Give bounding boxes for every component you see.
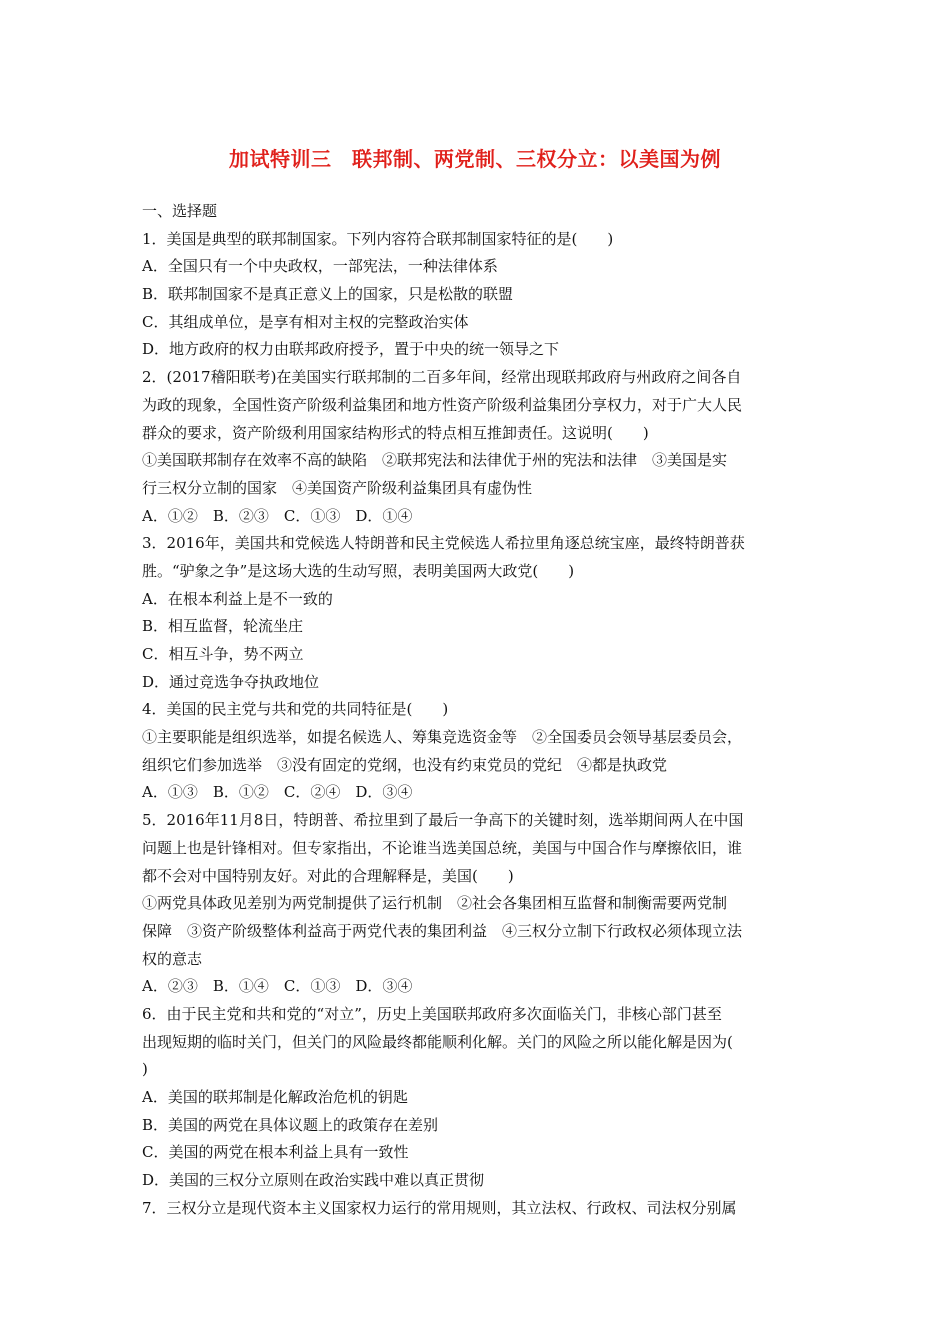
text-line: A．①③ B．①② C．②④ D．③④ — [142, 783, 413, 802]
question-content — [142, 198, 814, 1222]
text-line: 3．2016年，美国共和党候选人特朗普和民主党候选人希拉里角逐总统宝座，最终特朗普获 — [142, 534, 745, 553]
text-line: ①主要职能是组织选举，如提名候选人、筹集竞选资金等 ②全国委员会领导基层委员会， — [142, 728, 743, 747]
text-line: 保障 ③资产阶级整体利益高于两党代表的集团利益 ④三权分立制下行政权必须体现立法 — [142, 921, 743, 940]
text-line: A．全国只有一个中央政权，一部宪法，一种法律体系 — [142, 257, 498, 276]
text-line: 6．由于民主党和共和党的“对立”，历史上美国联邦政府多次面临关门，非核心部门甚至 — [142, 1004, 722, 1023]
text-line: D．美国的三权分立原则在政治实践中难以真正贯彻 — [142, 1171, 485, 1190]
text-line: A．美国的联邦制是化解政治危机的钥匙 — [142, 1088, 408, 1106]
text-line: ) — [142, 1060, 148, 1079]
text-line: D．地方政府的权力由联邦政府授予，置于中央的统一领导之下 — [142, 340, 560, 359]
text-line: A．①② B．②③ C．①③ D．①④ — [142, 506, 413, 525]
text-line: 行三权分立制的国家 ④美国资产阶级利益集团具有虚伪性 — [142, 478, 533, 497]
text-line: 7．三权分立是现代资本主义国家权力运行的常用规则，其立法权、行政权、司法权分别属 — [142, 1198, 737, 1217]
text-line: 胜。“驴象之争”是这场大选的生动写照，表明美国两大政党( ) — [142, 561, 575, 580]
text-line: 5．2016年11月8日，特朗普、希拉里到了最后一争高下的关键时刻，选举期间两人在中国 — [142, 811, 744, 830]
text-line: ①美国联邦制存在效率不高的缺陷 ②联邦宪法和法律优于州的宪法和法律 ③美国是实 — [142, 451, 728, 470]
text-line: 出现短期的临时关门，但关门的风险最终都能顺利化解。关门的风险之所以能化解是因为( — [142, 1032, 733, 1051]
text-line: 问题上也是针锋相对。但专家指出，不论谁当选美国总统，美国与中国合作与摩擦依旧，谁 — [142, 838, 743, 857]
section-heading: 一、选择题 — [142, 202, 218, 220]
text-line: A．②③ B．①④ C．①③ D．③④ — [142, 977, 413, 996]
text-line: A．在根本利益上是不一致的 — [142, 589, 333, 608]
text-line: C．其组成单位，是享有相对主权的完整政治实体 — [142, 312, 469, 331]
text-line: D．通过竞选争夺执政地位 — [142, 672, 320, 691]
text-line: B．联邦制国家不是真正意义上的国家，只是松散的联盟 — [142, 285, 514, 304]
text-line: ①两党具体政见差别为两党制提供了运行机制 ②社会各集团相互监督和制衡需要两党制 — [142, 894, 728, 913]
text-line: 群众的要求，资产阶级利用国家结构形式的特点相互推卸责任。这说明( ) — [142, 423, 649, 442]
text-line: 1．美国是典型的联邦制国家。下列内容符合联邦制国家特征的是( ) — [142, 229, 614, 248]
text-line: 2．(2017稽阳联考)在美国实行联邦制的二百多年间，经常出现联邦政府与州政府之间各自 — [142, 368, 742, 387]
text-line: 权的意志 — [142, 949, 203, 968]
text-line: C．相互斗争，势不两立 — [142, 645, 304, 663]
text-line: 都不会对中国特别友好。对此的合理解释是，美国( ) — [142, 866, 514, 885]
text-line: 为政的现象，全国性资产阶级利益集团和地方性资产阶级利益集团分享权力，对于广大人民 — [142, 395, 743, 414]
text-line: B．相互监督，轮流坐庄 — [142, 617, 304, 636]
text-line: C．美国的两党在根本利益上具有一致性 — [142, 1143, 409, 1162]
text-line: 组织它们参加选举 ③没有固定的党纲，也没有约束党员的党纪 ④都是执政党 — [142, 755, 668, 774]
page-title: 加试特训三 联邦制、两党制、三权分立：以美国为例 — [229, 147, 721, 171]
text-line: B．美国的两党在具体议题上的政策存在差别 — [142, 1115, 439, 1134]
text-line: 4．美国的民主党与共和党的共同特征是( ) — [142, 700, 449, 719]
